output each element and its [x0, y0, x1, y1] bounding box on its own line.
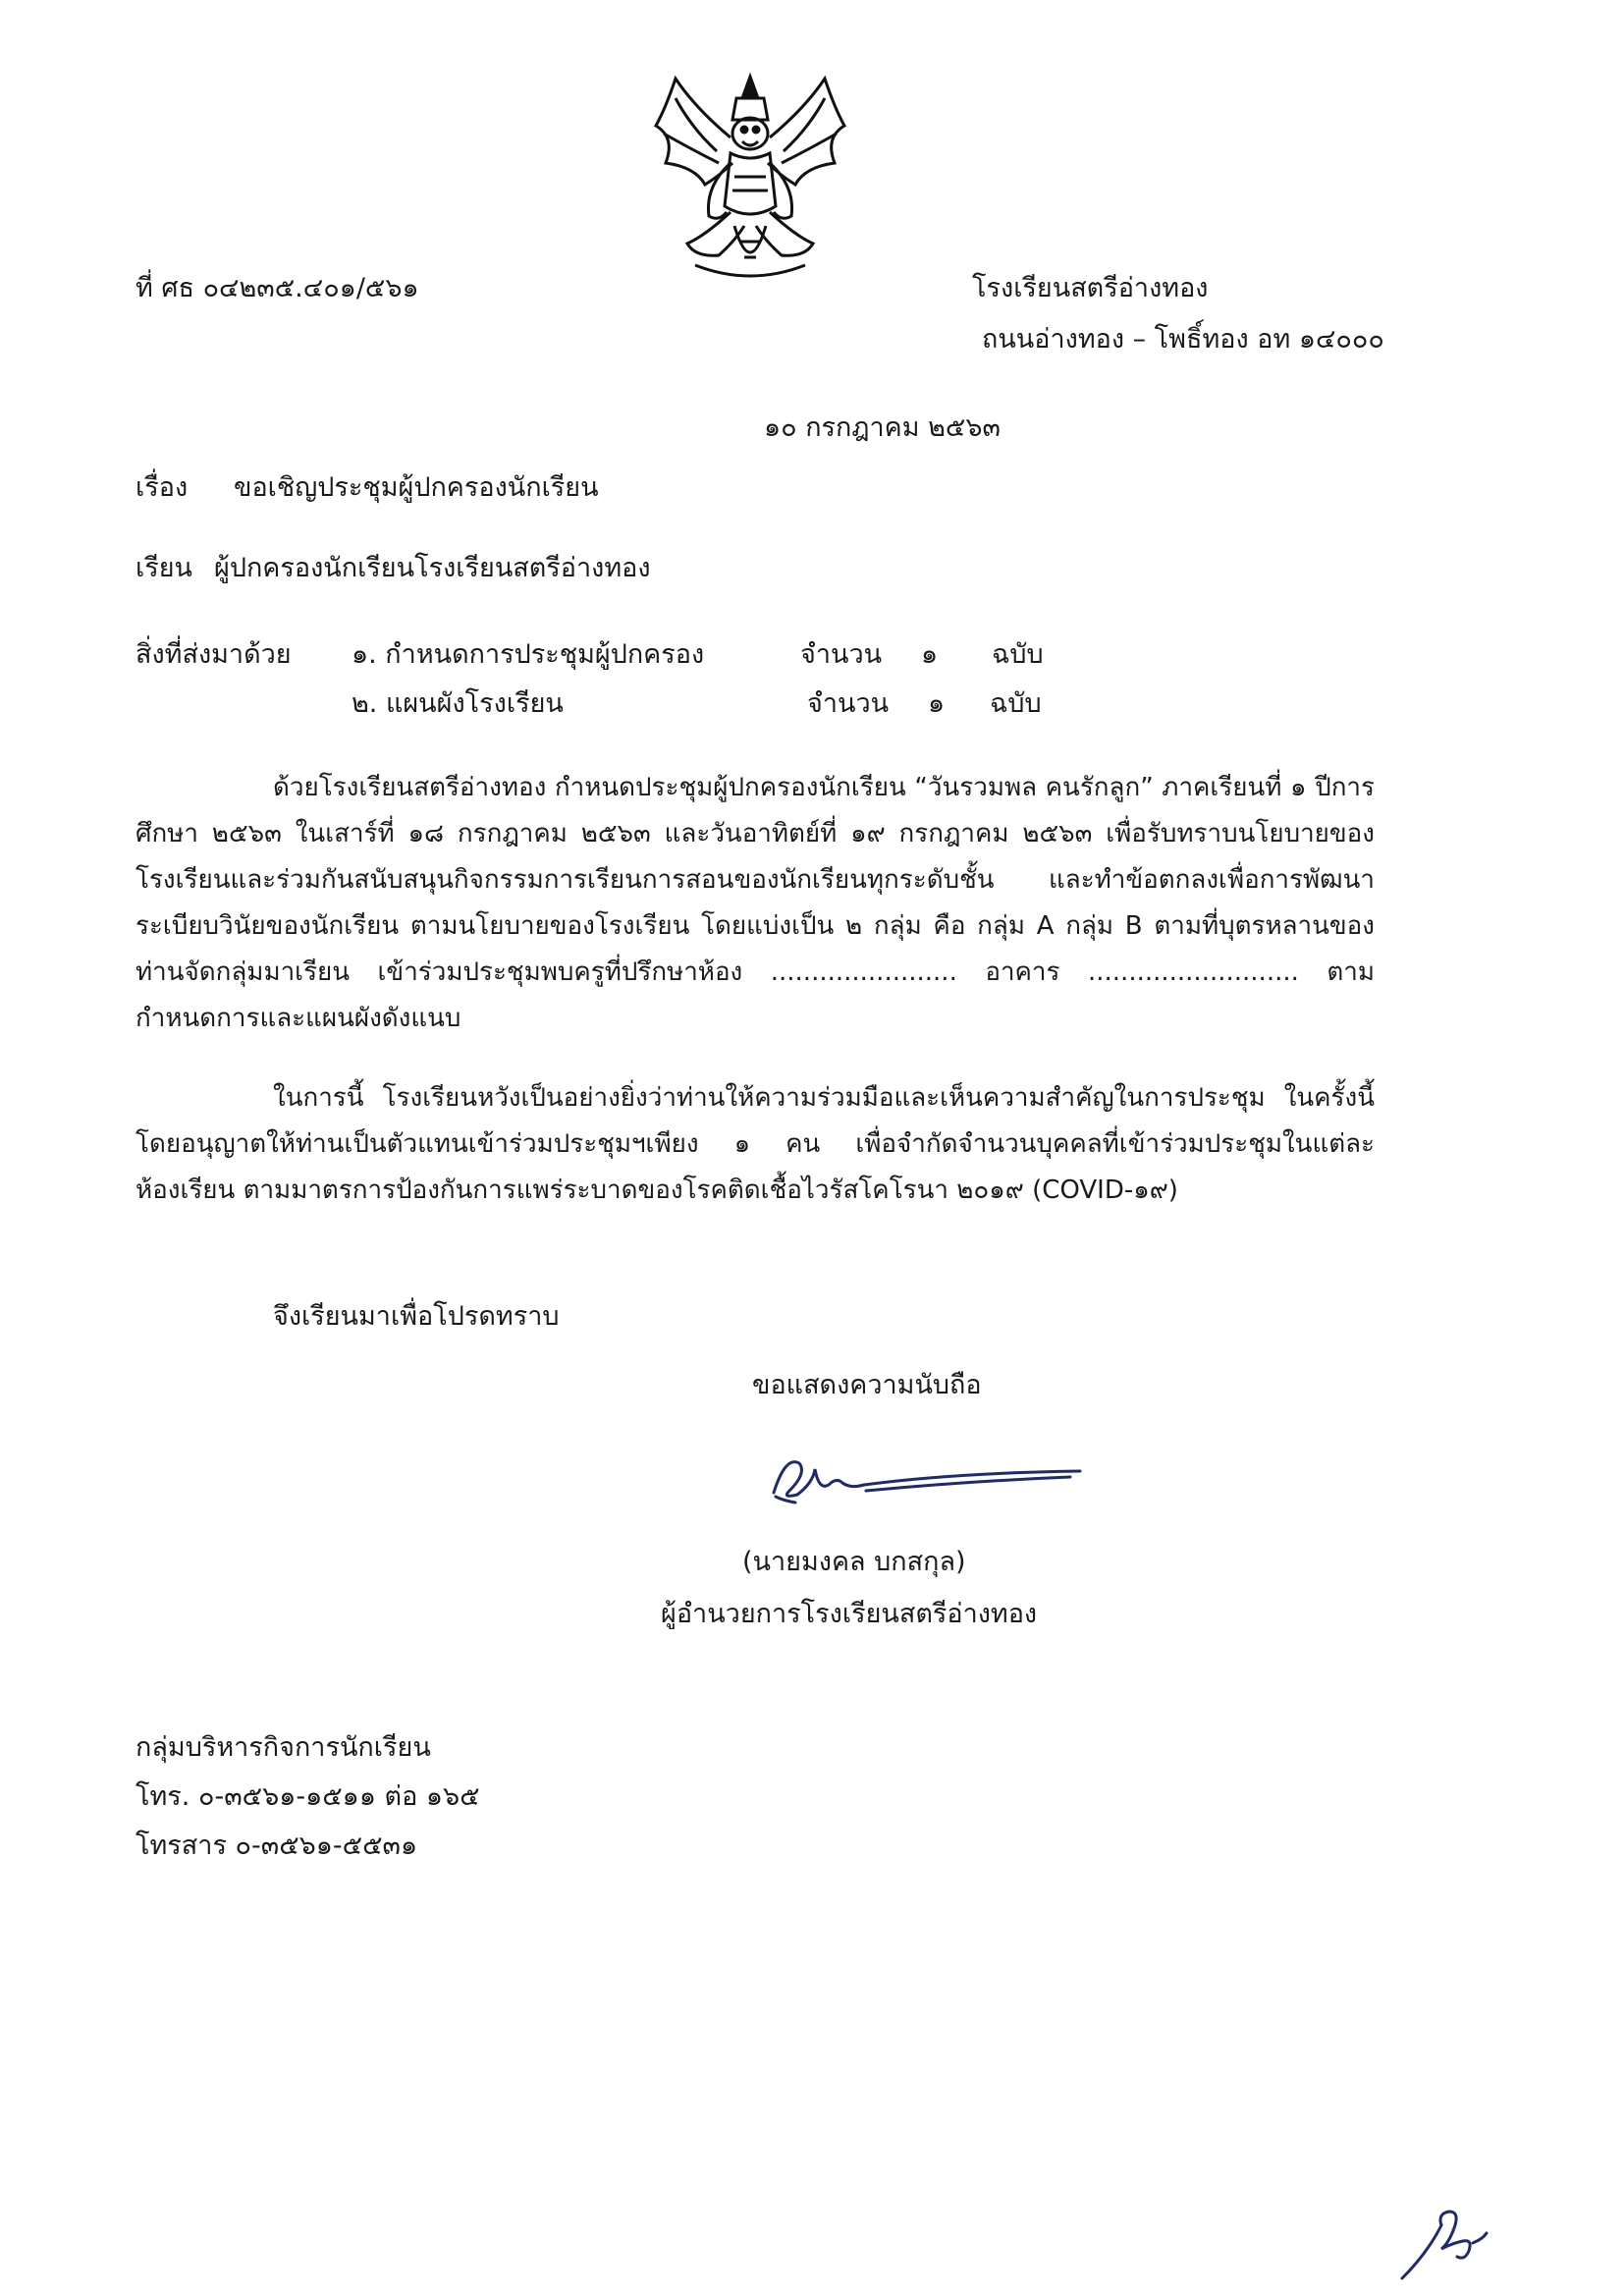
- enclosure-unit: ฉบับ: [992, 639, 1044, 670]
- closing-regards: ขอแสดงความนับถือ: [752, 1370, 982, 1400]
- enclosure-item: ๑. กำหนดการประชุมผู้ปกครอง: [352, 639, 705, 670]
- enclosure-unit: ฉบับ: [990, 688, 1042, 719]
- subject-text: ขอเชิญประชุมผู้ปกครองนักเรียน: [234, 472, 599, 503]
- body-paragraph-3: จึงเรียนมาเพื่อโปรดทราบ: [273, 1301, 560, 1332]
- recipient-label: เรียน: [135, 553, 193, 583]
- organization-address: ถนนอ่างทอง – โพธิ์ทอง อท ๑๔๐๐๐: [982, 324, 1384, 355]
- handwritten-page-mark: [1398, 2204, 1506, 2282]
- footer-fax: โทรสาร ๐-๓๕๖๑-๕๕๓๑: [135, 1831, 418, 1861]
- enclosures-label: สิ่งที่ส่งมาด้วย: [135, 639, 292, 670]
- subject-label: เรื่อง: [135, 472, 189, 503]
- garuda-emblem-icon: [636, 69, 864, 297]
- enclosure-qty-label: จำนวน: [800, 639, 883, 670]
- signer-title: ผู้อำนวยการโรงเรียนสตรีอ่างทอง: [661, 1599, 1038, 1629]
- document-date: ๑๐ กรกฎาคม ๒๕๖๓: [764, 412, 1001, 443]
- body-paragraph-2-text: ในการนี้ โรงเรียนหวังเป็นอย่างยิ่งว่าท่านให้ความร่วมมือและเห็นความสำคัญในการประชุม ในครั้งนี้ โดยอนุญาตให้ท่านเป็นตัวแทนเข้าร่วมประชุมฯเพียง ๑ คน เพื่อจำกัดจำนวนบุคคลที่เข้าร่วมประชุมในแต่ละห้องเรียน ตามมาตรการป้องกันการแพร่ระบาดของโรคติดเชื้อไวรัสโคโรนา ๒๐๑๙ (COVID-๑๙): [135, 1083, 1375, 1205]
- body-paragraph-1-text: ด้วยโรงเรียนสตรีอ่างทอง กำหนดประชุมผู้ปกครองนักเรียน “วันรวมพล คนรักลูก” ภาคเรียนที่ ๑ ปีการศึกษา ๒๕๖๓ ในเสาร์ที่ ๑๘ กรกฎาคม ๒๕๖๓ และวันอาทิตย์ที่ ๑๙ กรกฎาคม ๒๕๖๓ เพื่อรับทราบนโยบายของโรงเรียนและร่วมกันสนับสนุนกิจกรรมการเรียนการสอนของนักเรียนทุกระดับชั้น และทำข้อตกลงเพื่อการพัฒนาระเบียบวินัยของนักเรียน ตามนโยบายของโรงเรียน โดยแบ่งเป็น ๒ กลุ่ม คือ กลุ่ม A กลุ่ม B ตามที่บุตรหลานของท่านจัดกลุ่มมาเรียน เข้าร่วมประชุมพบครูที่ปรึกษาห้อง ....................... อาคาร .......................... ตามกำหนดการและแผนผังดังแนบ: [135, 773, 1375, 1033]
- body-paragraph-2: [135, 1075, 1375, 1214]
- handwritten-signature: [756, 1434, 1090, 1522]
- organization-name: โรงเรียนสตรีอ่างทอง: [972, 273, 1209, 303]
- enclosure-item: ๒. แผนผังโรงเรียน: [352, 688, 564, 719]
- enclosure-qty-label: จำนวน: [807, 688, 890, 719]
- recipient-text: ผู้ปกครองนักเรียนโรงเรียนสตรีอ่างทอง: [214, 553, 651, 583]
- body-paragraph-1: [135, 765, 1375, 1042]
- footer-phone: โทร. ๐-๓๕๖๑-๑๕๑๑ ต่อ ๑๖๕: [135, 1781, 480, 1812]
- reference-number: ที่ ศธ ๐๔๒๓๕.๔๐๑/๕๖๑: [135, 273, 419, 303]
- footer-department: กลุ่มบริหารกิจการนักเรียน: [135, 1732, 431, 1763]
- signer-name: (นายมงคล บกสกุล): [742, 1547, 966, 1577]
- enclosure-qty: ๑: [921, 639, 939, 670]
- enclosure-qty: ๑: [928, 688, 946, 719]
